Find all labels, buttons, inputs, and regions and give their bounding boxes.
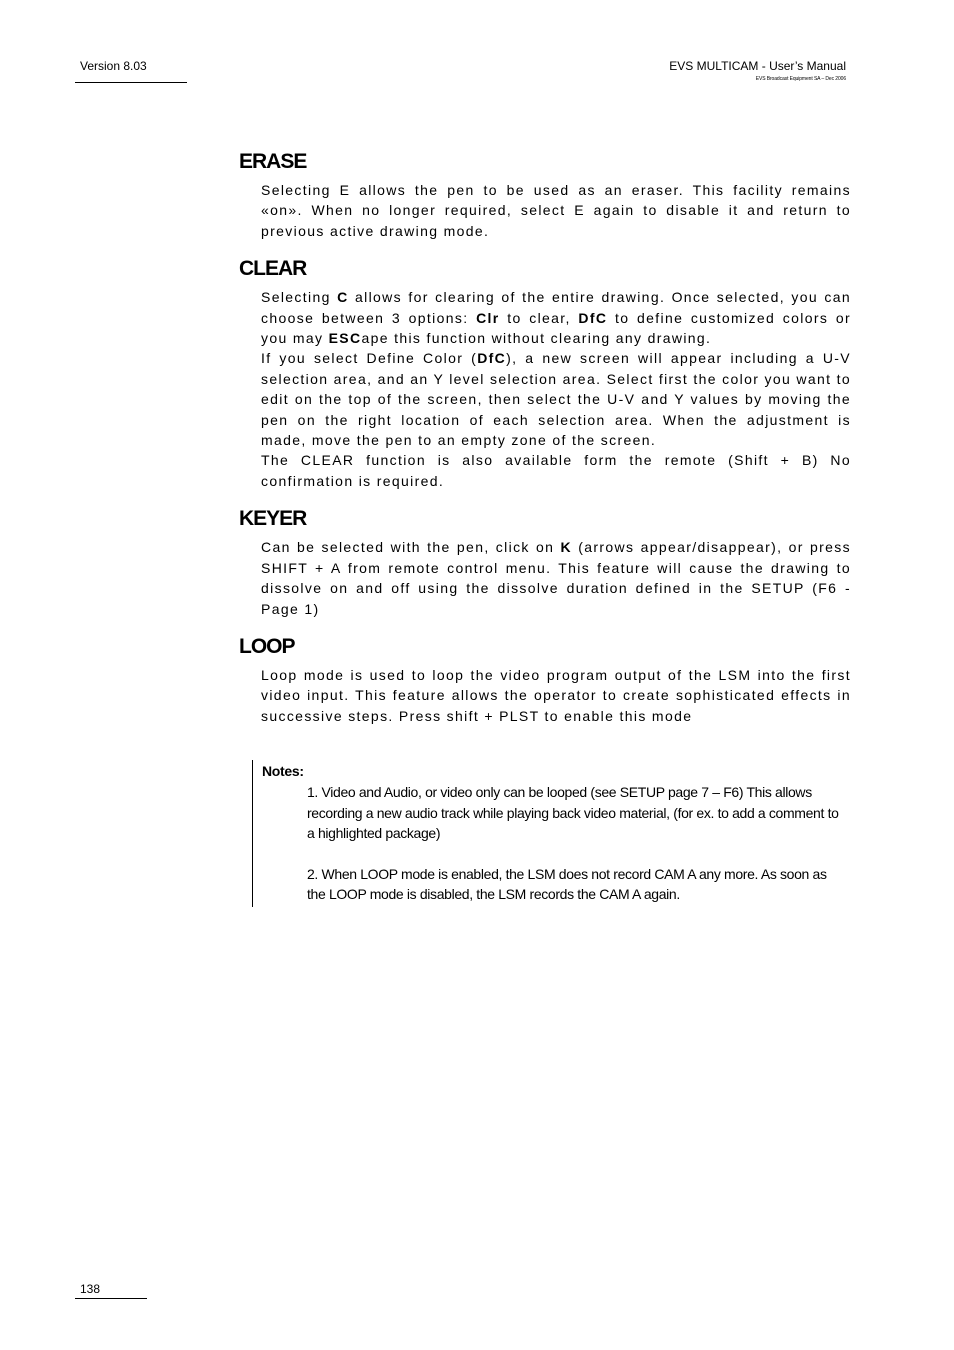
notes-box	[252, 760, 862, 907]
manual-subtitle: EVS Broadcast Equipment SA – Dec 2006	[755, 76, 846, 82]
section-loop	[239, 633, 851, 726]
section-title-loop: LOOP	[239, 634, 295, 658]
erase-paragraph: Selecting E allows the pen to be used as an eraser. This facility remains «on». When no longer required, select E again to disable it and return to previous active drawing mode.	[261, 182, 851, 239]
bold-run: Clr	[476, 309, 500, 326]
note-item-2: 2. When LOOP mode is enabled, the LSM does not record CAM A any more. As soon as the LOOP mode is disabled, the LSM records the CAM A again.	[307, 865, 827, 902]
text-run: (arrows appear/disappear), or press SHIFT + A from remote control menu. This feature will cause the drawing to dissolve on and off using the dissolve duration defined in the SETUP (F6 - Page 1)	[261, 539, 851, 617]
manual-title: EVS MULTICAM - User’s Manual	[669, 59, 846, 73]
text-run: ), a new screen will appear including a U-V selection area, and an Y level selection area. Select first the color you want to edit on the top of the screen, then select the U-V and Y values by moving the pen on the right location of each selection area. When the adjustment is made, move the pen to an empty zone of the screen.	[261, 350, 851, 449]
text-run: If you select Define Color (	[261, 350, 478, 367]
text-run: allows for clearing of the entire drawing. Once selected, you can choose between 3 options:	[261, 289, 851, 326]
notes-title: Notes:	[262, 763, 304, 779]
note-item-1: 1. Video and Audio, or video only can be looped (see SETUP page 7 – F6) This allows recording a new audio track while playing back video material, (for ex. to add a comment to a highlighted package)	[307, 784, 839, 841]
section-title-erase: ERASE	[239, 150, 307, 173]
text-run: ape this function without clearing any drawing.	[361, 330, 712, 347]
page-number: 138	[80, 1282, 101, 1296]
text-run: to clear,	[499, 309, 579, 326]
bold-run: C	[337, 289, 349, 306]
header-divider	[75, 82, 187, 83]
text-run: The CLEAR function is also available form the remote (Shift + B) No confirmation is required.	[261, 452, 851, 489]
loop-paragraph: Loop mode is used to loop the video program output of the LSM into the first video input. This feature allows the operator to create sophisticated effects in successive steps. Press shift + PLST to enable this mode	[261, 666, 851, 724]
section-keyer	[239, 505, 851, 619]
bold-run: DfC	[477, 350, 507, 367]
bold-run: ESC	[328, 330, 362, 347]
note-spacer	[262, 844, 862, 864]
text-run: Selecting	[261, 289, 338, 306]
keyer-paragraph	[261, 537, 851, 619]
section-title-clear: CLEAR	[239, 257, 307, 281]
section-clear	[239, 255, 851, 491]
main-content	[239, 148, 851, 740]
section-title-keyer: KEYER	[239, 507, 307, 531]
version-label: Version 8.03	[80, 59, 147, 73]
clear-paragraph	[261, 287, 851, 491]
bold-run: DfC	[578, 309, 608, 326]
section-erase	[239, 148, 851, 241]
text-run: to define customized colors or you may	[261, 309, 851, 347]
bold-run: K	[560, 539, 572, 556]
footer-divider	[75, 1298, 147, 1299]
text-run: Can be selected with the pen, click on	[261, 539, 561, 556]
